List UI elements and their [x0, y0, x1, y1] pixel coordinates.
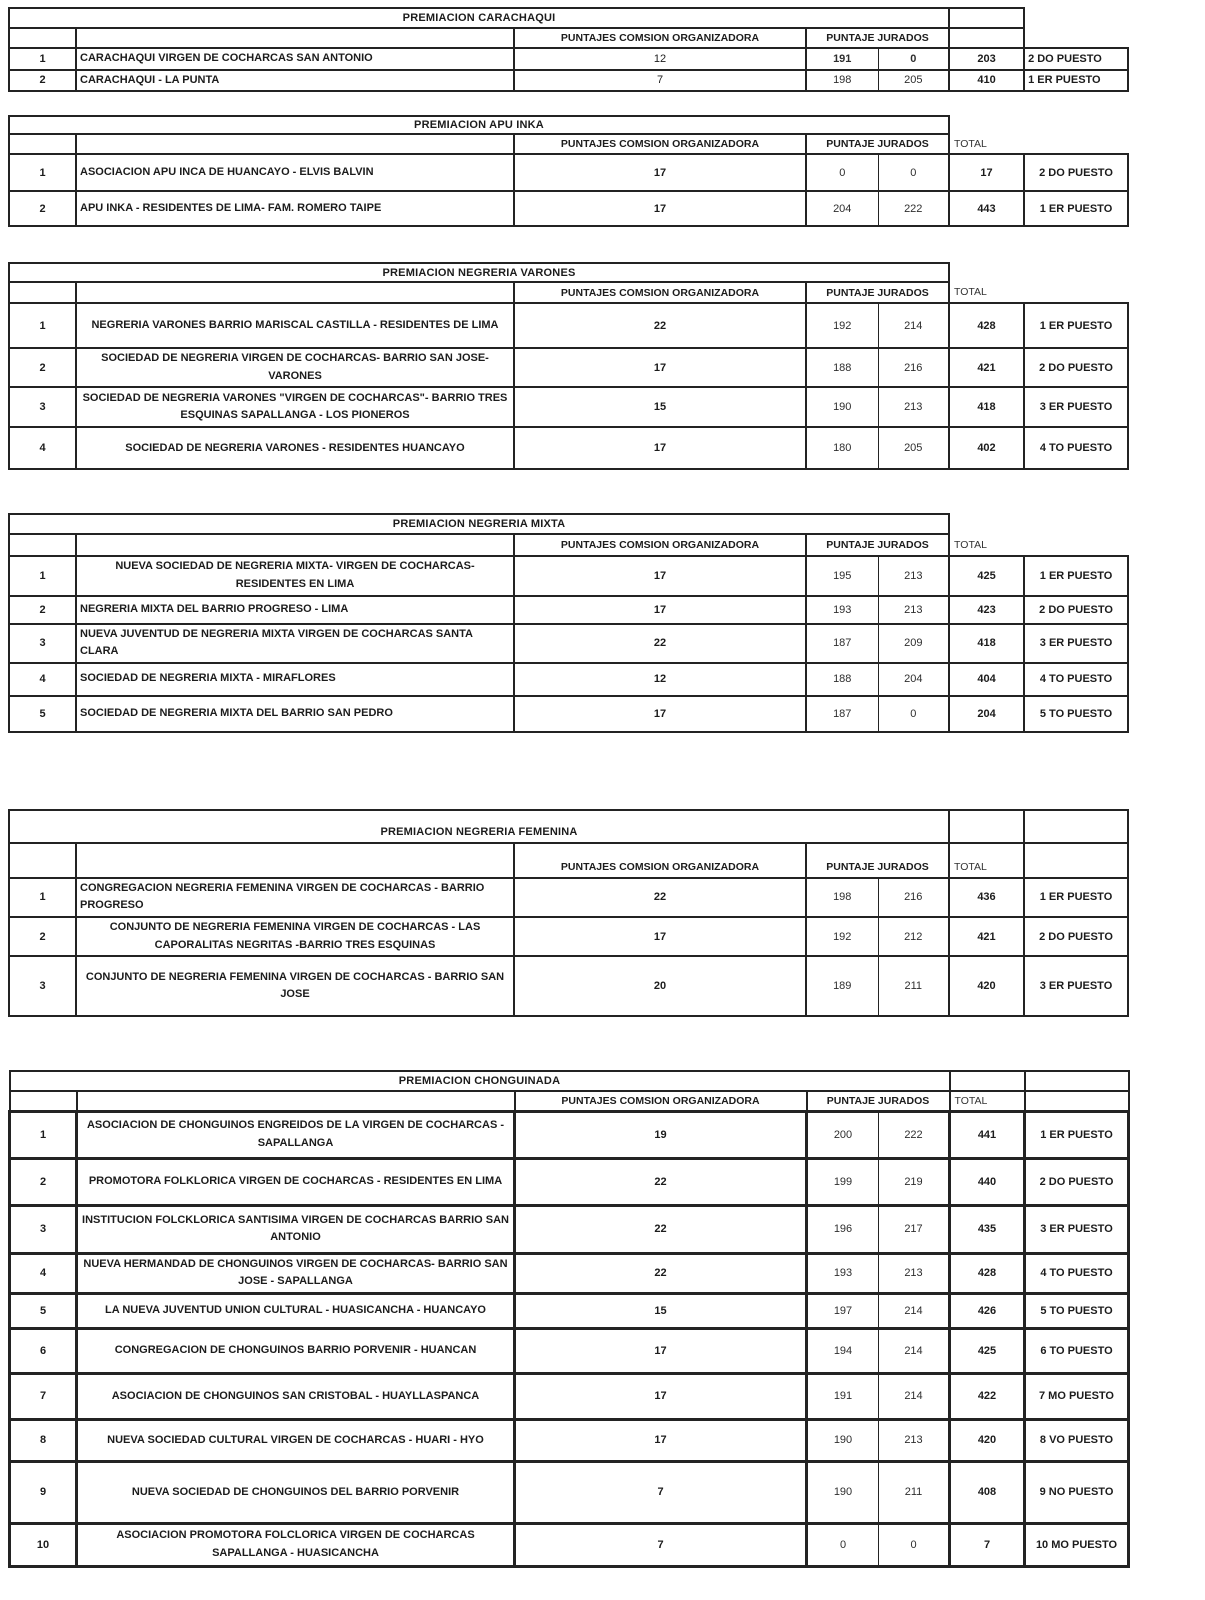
participant-name-cell: CONJUNTO DE NEGRERIA FEMENINA VIRGEN DE COCHARCAS - BARRIO SAN JOSE [76, 956, 514, 1016]
header-comision: PUNTAJES COMSION ORGANIZADORA [514, 843, 806, 878]
row-number-cell: 5 [9, 696, 76, 732]
puesto-cell: 3 ER PUESTO [1025, 1205, 1129, 1253]
table-premiacion-negreria-varones [8, 262, 1129, 470]
header-jurados: PUNTAJE JURADOS [806, 843, 949, 878]
jurado2-score-cell: 205 [878, 427, 949, 469]
header-total-label: TOTAL [950, 1091, 1025, 1111]
title-void-cell [1024, 116, 1128, 134]
title-void-cell [949, 116, 1024, 134]
jurado2-score-cell: 0 [878, 696, 949, 732]
title-blank-cell [1024, 810, 1128, 843]
jurado1-score-cell: 187 [806, 624, 878, 663]
comision-score-cell: 17 [514, 348, 806, 387]
header-comision: PUNTAJES COMSION ORGANIZADORA [515, 1091, 807, 1111]
header-row [9, 534, 1128, 556]
table-row [9, 427, 1128, 469]
table-premiacion-negreria-femenina [8, 809, 1129, 1017]
puesto-cell: 10 MO PUESTO [1025, 1523, 1129, 1566]
header-blank-cell [9, 134, 76, 154]
participant-name-cell: SOCIEDAD DE NEGRERIA MIXTA - MIRAFLORES [76, 663, 514, 696]
jurado2-score-cell: 213 [879, 1419, 950, 1461]
header-puesto-cell [1024, 282, 1128, 303]
table-row [10, 1419, 1129, 1461]
header-row [9, 134, 1128, 154]
comision-score-cell: 15 [515, 1293, 807, 1328]
row-number-cell: 3 [10, 1205, 77, 1253]
jurado1-score-cell: 193 [806, 596, 878, 624]
puesto-cell: 1 ER PUESTO [1024, 70, 1128, 92]
title-void-cell [949, 514, 1024, 534]
total-score-cell: 420 [950, 1419, 1025, 1461]
comision-score-cell: 7 [515, 1523, 807, 1566]
jurado2-score-cell: 211 [878, 956, 949, 1016]
header-blank-cell [9, 28, 76, 48]
table-premiacion-apu-inka [8, 115, 1129, 227]
jurado1-score-cell: 192 [806, 917, 878, 956]
header-blank-cell [77, 1091, 515, 1111]
participant-name-cell: NUEVA SOCIEDAD DE NEGRERIA MIXTA- VIRGEN DE COCHARCAS- RESIDENTES EN LIMA [76, 556, 514, 595]
row-number-cell: 3 [9, 624, 76, 663]
participant-name-cell: ASOCIACION DE CHONGUINOS SAN CRISTOBAL - HUAYLLASPANCA [77, 1373, 515, 1419]
row-number-cell: 4 [9, 663, 76, 696]
total-score-cell: 402 [949, 427, 1024, 469]
total-score-cell: 435 [950, 1205, 1025, 1253]
comision-score-cell: 22 [515, 1205, 807, 1253]
row-number-cell: 4 [9, 427, 76, 469]
table-title: PREMIACION NEGRERIA VARONES [9, 263, 949, 282]
header-blank-cell [9, 282, 76, 303]
header-blank-cell [10, 1091, 77, 1111]
participant-name-cell: SOCIEDAD DE NEGRERIA VARONES - RESIDENTES HUANCAYO [76, 427, 514, 469]
comision-score-cell: 17 [515, 1328, 807, 1373]
jurado2-score-cell: 205 [878, 70, 949, 92]
row-number-cell: 1 [9, 303, 76, 348]
participant-name-cell: SOCIEDAD DE NEGRERIA VARONES "VIRGEN DE COCHARCAS"- BARRIO TRES ESQUINAS SAPALLANGA - LOS PIONEROS [76, 387, 514, 427]
total-score-cell: 410 [949, 70, 1024, 92]
jurado1-score-cell: 195 [806, 556, 878, 595]
jurado2-score-cell: 214 [879, 1328, 950, 1373]
participant-name-cell: NUEVA SOCIEDAD CULTURAL VIRGEN DE COCHARCAS - HUARI - HYO [77, 1419, 515, 1461]
table-row [10, 1523, 1129, 1566]
participant-name-cell: CONJUNTO DE NEGRERIA FEMENINA VIRGEN DE COCHARCAS - LAS CAPORALITAS NEGRITAS -BARRIO TRES ESQUINAS [76, 917, 514, 956]
jurado2-score-cell: 211 [879, 1461, 950, 1523]
jurado1-score-cell: 194 [807, 1328, 879, 1373]
jurado2-score-cell: 213 [878, 556, 949, 595]
jurado2-score-cell: 0 [878, 48, 949, 70]
header-blank-cell [9, 843, 76, 878]
header-comision: PUNTAJES COMSION ORGANIZADORA [514, 28, 806, 48]
jurado2-score-cell: 214 [879, 1293, 950, 1328]
title-blank-cell [949, 8, 1024, 28]
total-score-cell: 443 [949, 191, 1024, 226]
table-row [10, 1373, 1129, 1419]
table-row [9, 191, 1128, 226]
comision-score-cell: 20 [514, 956, 806, 1016]
puesto-cell: 2 DO PUESTO [1024, 348, 1128, 387]
comision-score-cell: 17 [514, 917, 806, 956]
title-void-cell [949, 263, 1024, 282]
comision-score-cell: 15 [514, 387, 806, 427]
title-row [9, 263, 1128, 282]
header-comision: PUNTAJES COMSION ORGANIZADORA [514, 534, 806, 556]
participant-name-cell: ASOCIACION PROMOTORA FOLCLORICA VIRGEN DE COCHARCAS SAPALLANGA - HUASICANCHA [77, 1523, 515, 1566]
total-score-cell: 441 [950, 1111, 1025, 1158]
row-number-cell: 9 [10, 1461, 77, 1523]
header-row [9, 843, 1128, 878]
participant-name-cell: CONGREGACION DE CHONGUINOS BARRIO PORVENIR - HUANCAN [77, 1328, 515, 1373]
jurado1-score-cell: 193 [807, 1253, 879, 1293]
title-blank-cell [949, 810, 1024, 843]
jurado2-score-cell: 222 [879, 1111, 950, 1158]
participant-name-cell: CONGREGACION NEGRERIA FEMENINA VIRGEN DE COCHARCAS - BARRIO PROGRESO [76, 878, 514, 917]
header-blank-cell [76, 28, 514, 48]
comision-score-cell: 17 [515, 1419, 807, 1461]
title-row [10, 1071, 1129, 1091]
participant-name-cell: APU INKA - RESIDENTES DE LIMA- FAM. ROMERO TAIPE [76, 191, 514, 226]
total-score-cell: 422 [950, 1373, 1025, 1419]
header-jurados: PUNTAJE JURADOS [807, 1091, 950, 1111]
title-blank-cell [1025, 1071, 1129, 1091]
total-score-cell: 420 [949, 956, 1024, 1016]
puesto-cell: 4 TO PUESTO [1024, 663, 1128, 696]
title-row [9, 810, 1128, 843]
row-number-cell: 6 [10, 1328, 77, 1373]
jurado1-score-cell: 190 [807, 1419, 879, 1461]
row-number-cell: 8 [10, 1419, 77, 1461]
total-score-cell: 428 [949, 303, 1024, 348]
header-comision: PUNTAJES COMSION ORGANIZADORA [514, 134, 806, 154]
comision-score-cell: 17 [514, 427, 806, 469]
total-score-cell: 421 [949, 348, 1024, 387]
row-number-cell: 3 [9, 956, 76, 1016]
total-score-cell: 203 [949, 48, 1024, 70]
table-row [9, 596, 1128, 624]
comision-score-cell: 12 [514, 663, 806, 696]
table-title: PREMIACION NEGRERIA FEMENINA [9, 810, 949, 843]
row-number-cell: 2 [9, 917, 76, 956]
header-puesto-cell [1024, 28, 1128, 48]
participant-name-cell: CARACHAQUI - LA PUNTA [76, 70, 514, 92]
title-void-cell [1024, 8, 1128, 28]
jurado2-score-cell: 216 [878, 878, 949, 917]
participant-name-cell: LA NUEVA JUVENTUD UNION CULTURAL - HUASICANCHA - HUANCAYO [77, 1293, 515, 1328]
header-row [9, 28, 1128, 48]
table-premiacion-negreria-mixta [8, 513, 1129, 732]
jurado1-score-cell: 189 [806, 956, 878, 1016]
row-number-cell: 2 [9, 70, 76, 92]
header-blank-cell [76, 534, 514, 556]
header-jurados: PUNTAJE JURADOS [806, 534, 949, 556]
participant-name-cell: NUEVA HERMANDAD DE CHONGUINOS VIRGEN DE COCHARCAS- BARRIO SAN JOSE - SAPALLANGA [77, 1253, 515, 1293]
header-puesto-cell [1025, 1091, 1129, 1111]
puesto-cell: 2 DO PUESTO [1024, 154, 1128, 191]
jurado2-score-cell: 219 [879, 1158, 950, 1205]
table-row [9, 348, 1128, 387]
comision-score-cell: 17 [514, 556, 806, 595]
comision-score-cell: 7 [515, 1461, 807, 1523]
header-comision: PUNTAJES COMSION ORGANIZADORA [514, 282, 806, 303]
participant-name-cell: NUEVA SOCIEDAD DE CHONGUINOS DEL BARRIO PORVENIR [77, 1461, 515, 1523]
jurado2-score-cell: 213 [879, 1253, 950, 1293]
comision-score-cell: 22 [514, 878, 806, 917]
total-score-cell: 418 [949, 624, 1024, 663]
jurado1-score-cell: 180 [806, 427, 878, 469]
puesto-cell: 2 DO PUESTO [1024, 48, 1128, 70]
table-row [9, 878, 1128, 917]
puesto-cell: 4 TO PUESTO [1025, 1253, 1129, 1293]
table-row [10, 1253, 1129, 1293]
row-number-cell: 2 [9, 596, 76, 624]
puesto-cell: 9 NO PUESTO [1025, 1461, 1129, 1523]
puesto-cell: 1 ER PUESTO [1024, 556, 1128, 595]
participant-name-cell: ASOCIACION DE CHONGUINOS ENGREIDOS DE LA VIRGEN DE COCHARCAS - SAPALLANGA [77, 1111, 515, 1158]
row-number-cell: 2 [9, 191, 76, 226]
jurado1-score-cell: 188 [806, 348, 878, 387]
title-row [9, 116, 1128, 134]
jurado2-score-cell: 213 [878, 596, 949, 624]
jurado2-score-cell: 209 [878, 624, 949, 663]
header-blank-cell [76, 282, 514, 303]
puesto-cell: 2 DO PUESTO [1024, 596, 1128, 624]
table-row [10, 1328, 1129, 1373]
header-row [9, 282, 1128, 303]
row-number-cell: 1 [9, 154, 76, 191]
total-score-cell: 7 [950, 1523, 1025, 1566]
header-blank-cell [76, 843, 514, 878]
header-blank-cell [9, 534, 76, 556]
puesto-cell: 3 ER PUESTO [1024, 624, 1128, 663]
jurado2-score-cell: 212 [878, 917, 949, 956]
jurado2-score-cell: 213 [878, 387, 949, 427]
header-total-label: TOTAL [949, 134, 1024, 154]
puesto-cell: 6 TO PUESTO [1025, 1328, 1129, 1373]
title-void-cell [1024, 263, 1128, 282]
header-row [10, 1091, 1129, 1111]
table-title: PREMIACION CHONGUINADA [10, 1071, 950, 1091]
total-score-cell: 436 [949, 878, 1024, 917]
table-title: PREMIACION NEGRERIA MIXTA [9, 514, 949, 534]
puesto-cell: 4 TO PUESTO [1024, 427, 1128, 469]
jurado2-score-cell: 222 [878, 191, 949, 226]
row-number-cell: 1 [9, 878, 76, 917]
jurado2-score-cell: 216 [878, 348, 949, 387]
total-score-cell: 425 [950, 1328, 1025, 1373]
table-title: PREMIACION CARACHAQUI [9, 8, 949, 28]
row-number-cell: 5 [10, 1293, 77, 1328]
row-number-cell: 2 [10, 1158, 77, 1205]
table-row [9, 154, 1128, 191]
jurado1-score-cell: 190 [807, 1461, 879, 1523]
puesto-cell: 7 MO PUESTO [1025, 1373, 1129, 1419]
jurado2-score-cell: 0 [879, 1523, 950, 1566]
jurado2-score-cell: 214 [879, 1373, 950, 1419]
comision-score-cell: 22 [515, 1253, 807, 1293]
header-puesto-cell [1024, 843, 1128, 878]
table-row [9, 663, 1128, 696]
total-score-cell: 440 [950, 1158, 1025, 1205]
row-number-cell: 1 [9, 48, 76, 70]
total-score-cell: 425 [949, 556, 1024, 595]
participant-name-cell: ASOCIACION APU INCA DE HUANCAYO - ELVIS BALVIN [76, 154, 514, 191]
row-number-cell: 10 [10, 1523, 77, 1566]
puesto-cell: 3 ER PUESTO [1024, 956, 1128, 1016]
jurado1-score-cell: 197 [807, 1293, 879, 1328]
table-row [9, 70, 1128, 92]
puesto-cell: 3 ER PUESTO [1024, 387, 1128, 427]
row-number-cell: 7 [10, 1373, 77, 1419]
header-total-label: TOTAL [949, 534, 1024, 556]
table-row [9, 48, 1128, 70]
table-row [9, 556, 1128, 595]
puesto-cell: 1 ER PUESTO [1024, 191, 1128, 226]
row-number-cell: 1 [10, 1111, 77, 1158]
table-row [9, 696, 1128, 732]
puesto-cell: 1 ER PUESTO [1024, 878, 1128, 917]
jurado1-score-cell: 199 [807, 1158, 879, 1205]
participant-name-cell: NEGRERIA VARONES BARRIO MARISCAL CASTILLA - RESIDENTES DE LIMA [76, 303, 514, 348]
puesto-cell: 1 ER PUESTO [1025, 1111, 1129, 1158]
comision-score-cell: 19 [515, 1111, 807, 1158]
table-row [9, 387, 1128, 427]
total-score-cell: 204 [949, 696, 1024, 732]
header-total-label: TOTAL [949, 282, 1024, 303]
jurado1-score-cell: 198 [806, 878, 878, 917]
puesto-cell: 1 ER PUESTO [1024, 303, 1128, 348]
jurado1-score-cell: 0 [807, 1523, 879, 1566]
jurado1-score-cell: 192 [806, 303, 878, 348]
comision-score-cell: 17 [514, 154, 806, 191]
puesto-cell: 8 VO PUESTO [1025, 1419, 1129, 1461]
comision-score-cell: 12 [514, 48, 806, 70]
comision-score-cell: 17 [514, 696, 806, 732]
comision-score-cell: 7 [514, 70, 806, 92]
total-score-cell: 428 [950, 1253, 1025, 1293]
comision-score-cell: 22 [514, 624, 806, 663]
puesto-cell: 2 DO PUESTO [1025, 1158, 1129, 1205]
row-number-cell: 4 [10, 1253, 77, 1293]
table-row [10, 1205, 1129, 1253]
header-jurados: PUNTAJE JURADOS [806, 134, 949, 154]
total-score-cell: 17 [949, 154, 1024, 191]
table-title: PREMIACION APU INKA [9, 116, 949, 134]
table-row [9, 303, 1128, 348]
comision-score-cell: 22 [514, 303, 806, 348]
jurado2-score-cell: 214 [878, 303, 949, 348]
total-score-cell: 423 [949, 596, 1024, 624]
jurado1-score-cell: 191 [806, 48, 878, 70]
jurado1-score-cell: 190 [806, 387, 878, 427]
header-blank-cell [76, 134, 514, 154]
comision-score-cell: 17 [514, 596, 806, 624]
header-total-label: TOTAL [949, 843, 1024, 878]
row-number-cell: 2 [9, 348, 76, 387]
participant-name-cell: CARACHAQUI VIRGEN DE COCHARCAS SAN ANTONIO [76, 48, 514, 70]
header-jurados: PUNTAJE JURADOS [806, 28, 949, 48]
puesto-cell: 2 DO PUESTO [1024, 917, 1128, 956]
table-row [9, 917, 1128, 956]
table-row [9, 624, 1128, 663]
table-row [10, 1461, 1129, 1523]
comision-score-cell: 17 [514, 191, 806, 226]
total-score-cell: 404 [949, 663, 1024, 696]
row-number-cell: 1 [9, 556, 76, 595]
jurado2-score-cell: 217 [879, 1205, 950, 1253]
title-row [9, 8, 1128, 28]
participant-name-cell: NUEVA JUVENTUD DE NEGRERIA MIXTA VIRGEN DE COCHARCAS SANTA CLARA [76, 624, 514, 663]
jurado1-score-cell: 204 [806, 191, 878, 226]
table-row [10, 1293, 1129, 1328]
jurado1-score-cell: 200 [807, 1111, 879, 1158]
title-blank-cell [950, 1071, 1025, 1091]
header-puesto-cell [1024, 534, 1128, 556]
participant-name-cell: NEGRERIA MIXTA DEL BARRIO PROGRESO - LIMA [76, 596, 514, 624]
title-row [9, 514, 1128, 534]
table-premiacion-carachaqui [8, 7, 1129, 92]
title-void-cell [1024, 514, 1128, 534]
table-premiacion-chonguinada [8, 1070, 1130, 1568]
comision-score-cell: 22 [515, 1158, 807, 1205]
header-puesto-cell [1024, 134, 1128, 154]
comision-score-cell: 17 [515, 1373, 807, 1419]
table-row [10, 1111, 1129, 1158]
participant-name-cell: SOCIEDAD DE NEGRERIA MIXTA DEL BARRIO SAN PEDRO [76, 696, 514, 732]
total-score-cell: 418 [949, 387, 1024, 427]
jurado1-score-cell: 191 [807, 1373, 879, 1419]
table-row [9, 956, 1128, 1016]
row-number-cell: 3 [9, 387, 76, 427]
total-score-cell: 421 [949, 917, 1024, 956]
jurado1-score-cell: 196 [807, 1205, 879, 1253]
jurado1-score-cell: 0 [806, 154, 878, 191]
header-total-cell [949, 28, 1024, 48]
participant-name-cell: PROMOTORA FOLKLORICA VIRGEN DE COCHARCAS - RESIDENTES EN LIMA [77, 1158, 515, 1205]
total-score-cell: 408 [950, 1461, 1025, 1523]
jurado1-score-cell: 188 [806, 663, 878, 696]
jurado1-score-cell: 187 [806, 696, 878, 732]
jurado2-score-cell: 0 [878, 154, 949, 191]
jurado2-score-cell: 204 [878, 663, 949, 696]
participant-name-cell: INSTITUCION FOLCKLORICA SANTISIMA VIRGEN DE COCHARCAS BARRIO SAN ANTONIO [77, 1205, 515, 1253]
puesto-cell: 5 TO PUESTO [1025, 1293, 1129, 1328]
participant-name-cell: SOCIEDAD DE NEGRERIA VIRGEN DE COCHARCAS- BARRIO SAN JOSE- VARONES [76, 348, 514, 387]
table-row [10, 1158, 1129, 1205]
jurado1-score-cell: 198 [806, 70, 878, 92]
total-score-cell: 426 [950, 1293, 1025, 1328]
header-jurados: PUNTAJE JURADOS [806, 282, 949, 303]
puesto-cell: 5 TO PUESTO [1024, 696, 1128, 732]
